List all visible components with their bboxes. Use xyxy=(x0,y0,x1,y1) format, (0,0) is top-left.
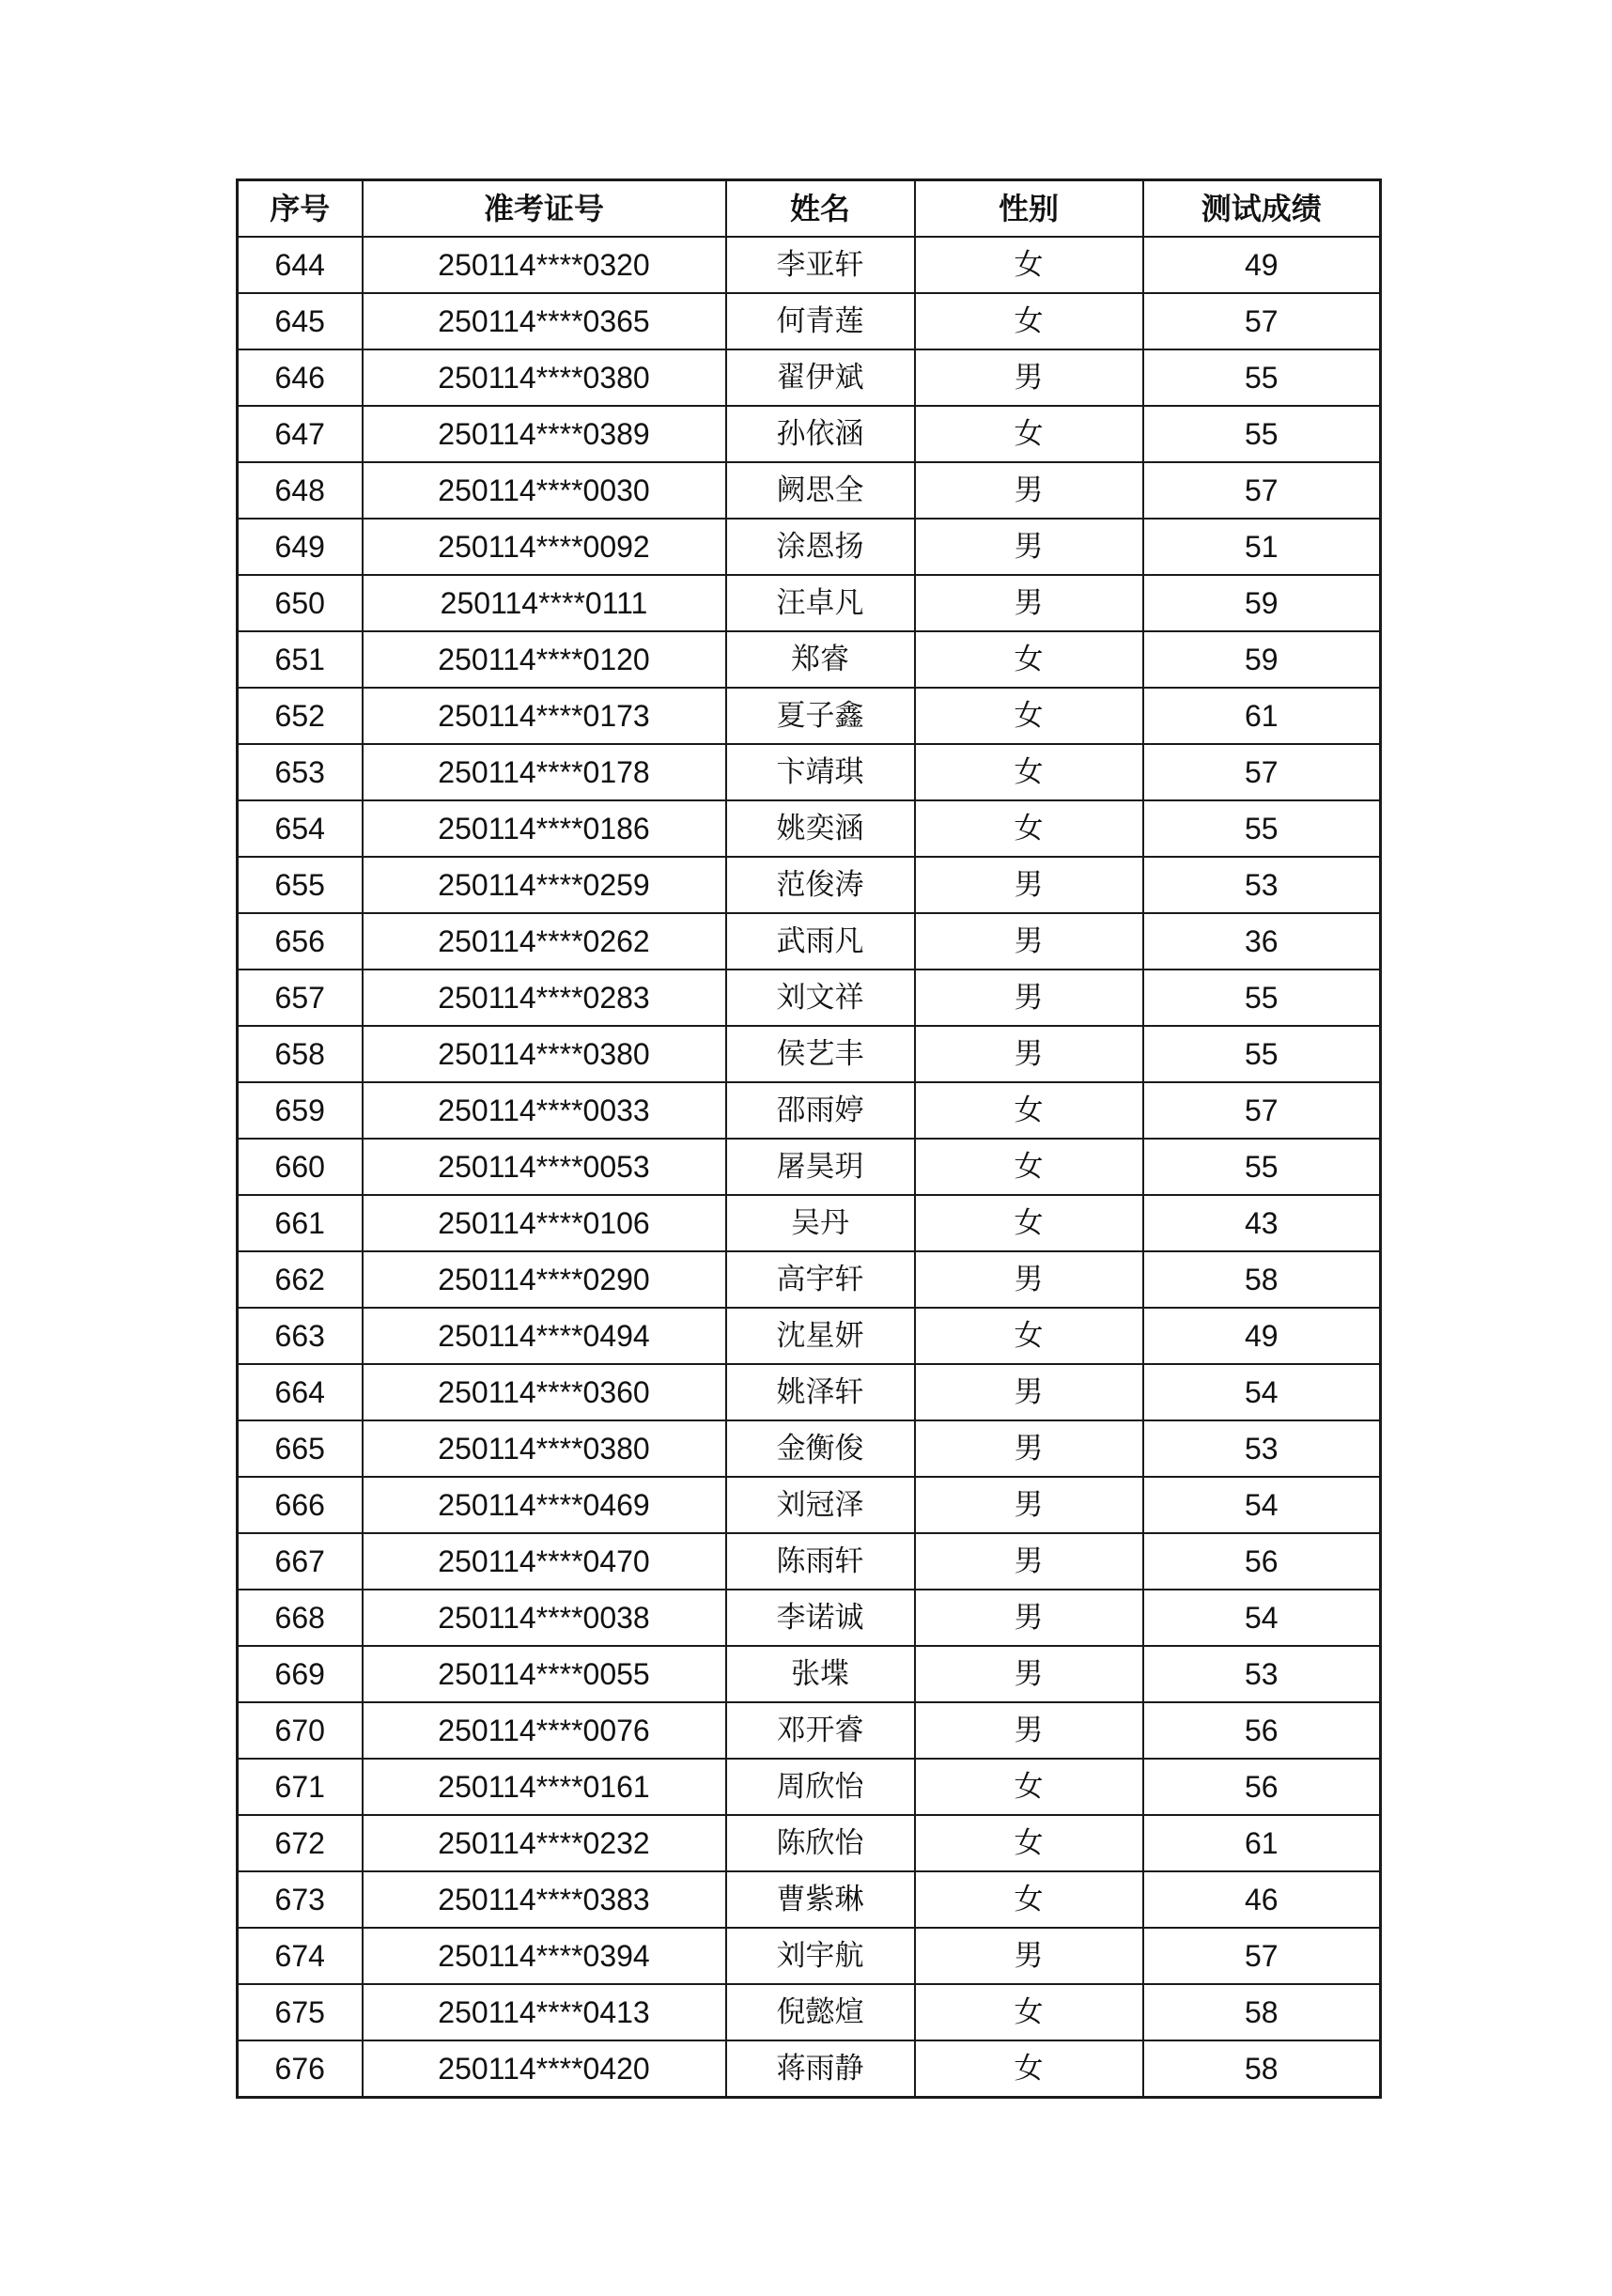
cell-score: 55 xyxy=(1143,800,1381,857)
cell-name: 刘文祥 xyxy=(726,970,915,1026)
cell-score: 54 xyxy=(1143,1364,1381,1420)
cell-ticket-number: 250114****0383 xyxy=(363,1871,726,1928)
cell-score: 55 xyxy=(1143,406,1381,462)
cell-gender: 男 xyxy=(915,857,1143,913)
cell-ticket-number: 250114****0320 xyxy=(363,237,726,293)
cell-name: 卞靖琪 xyxy=(726,744,915,800)
cell-serial-number: 674 xyxy=(238,1928,363,1984)
cell-ticket-number: 250114****0420 xyxy=(363,2040,726,2098)
cell-ticket-number: 250114****0173 xyxy=(363,688,726,744)
table-row xyxy=(238,744,1381,800)
cell-serial-number: 649 xyxy=(238,519,363,575)
cell-score: 58 xyxy=(1143,1251,1381,1308)
cell-gender: 男 xyxy=(915,1420,1143,1477)
table-row xyxy=(238,1308,1381,1364)
cell-ticket-number: 250114****0178 xyxy=(363,744,726,800)
table-row xyxy=(238,1928,1381,1984)
cell-name: 刘冠泽 xyxy=(726,1477,915,1533)
cell-ticket-number: 250114****0469 xyxy=(363,1477,726,1533)
cell-score: 53 xyxy=(1143,857,1381,913)
table-row xyxy=(238,519,1381,575)
cell-name: 孙依涵 xyxy=(726,406,915,462)
cell-serial-number: 675 xyxy=(238,1984,363,2040)
cell-score: 49 xyxy=(1143,237,1381,293)
cell-name: 金衡俊 xyxy=(726,1420,915,1477)
cell-score: 49 xyxy=(1143,1308,1381,1364)
cell-name: 侯艺丰 xyxy=(726,1026,915,1082)
cell-serial-number: 645 xyxy=(238,293,363,349)
cell-name: 武雨凡 xyxy=(726,913,915,970)
cell-name: 屠昊玥 xyxy=(726,1139,915,1195)
cell-score: 58 xyxy=(1143,2040,1381,2098)
table-row xyxy=(238,406,1381,462)
cell-score: 55 xyxy=(1143,349,1381,406)
cell-name: 夏子鑫 xyxy=(726,688,915,744)
cell-gender: 女 xyxy=(915,631,1143,688)
cell-score: 56 xyxy=(1143,1533,1381,1590)
table-row xyxy=(238,349,1381,406)
cell-serial-number: 651 xyxy=(238,631,363,688)
cell-score: 58 xyxy=(1143,1984,1381,2040)
cell-name: 张堞 xyxy=(726,1646,915,1702)
cell-gender: 女 xyxy=(915,800,1143,857)
table-row xyxy=(238,1420,1381,1477)
cell-name: 姚泽轩 xyxy=(726,1364,915,1420)
cell-ticket-number: 250114****0053 xyxy=(363,1139,726,1195)
header-name: 姓名 xyxy=(726,180,915,238)
cell-name: 陈雨轩 xyxy=(726,1533,915,1590)
cell-serial-number: 670 xyxy=(238,1702,363,1759)
table-row xyxy=(238,2040,1381,2098)
cell-ticket-number: 250114****0413 xyxy=(363,1984,726,2040)
cell-gender: 女 xyxy=(915,1984,1143,2040)
cell-serial-number: 666 xyxy=(238,1477,363,1533)
cell-gender: 男 xyxy=(915,1590,1143,1646)
cell-gender: 男 xyxy=(915,349,1143,406)
cell-serial-number: 672 xyxy=(238,1815,363,1871)
cell-gender: 女 xyxy=(915,1082,1143,1139)
table-row xyxy=(238,1364,1381,1420)
table-row xyxy=(238,1590,1381,1646)
cell-score: 57 xyxy=(1143,1928,1381,1984)
cell-serial-number: 654 xyxy=(238,800,363,857)
table-row xyxy=(238,1871,1381,1928)
cell-ticket-number: 250114****0076 xyxy=(363,1702,726,1759)
table-row xyxy=(238,1702,1381,1759)
cell-name: 高宇轩 xyxy=(726,1251,915,1308)
cell-ticket-number: 250114****0106 xyxy=(363,1195,726,1251)
cell-ticket-number: 250114****0055 xyxy=(363,1646,726,1702)
cell-serial-number: 657 xyxy=(238,970,363,1026)
cell-gender: 女 xyxy=(915,1139,1143,1195)
cell-score: 46 xyxy=(1143,1871,1381,1928)
cell-gender: 男 xyxy=(915,1928,1143,1984)
table-row xyxy=(238,800,1381,857)
cell-gender: 女 xyxy=(915,1815,1143,1871)
cell-ticket-number: 250114****0380 xyxy=(363,349,726,406)
cell-serial-number: 661 xyxy=(238,1195,363,1251)
cell-score: 53 xyxy=(1143,1420,1381,1477)
cell-name: 阙思全 xyxy=(726,462,915,519)
table-row xyxy=(238,857,1381,913)
cell-gender: 女 xyxy=(915,1871,1143,1928)
cell-gender: 女 xyxy=(915,406,1143,462)
cell-serial-number: 667 xyxy=(238,1533,363,1590)
cell-serial-number: 650 xyxy=(238,575,363,631)
cell-serial-number: 658 xyxy=(238,1026,363,1082)
cell-score: 55 xyxy=(1143,1139,1381,1195)
cell-name: 倪懿煊 xyxy=(726,1984,915,2040)
cell-name: 姚奕涵 xyxy=(726,800,915,857)
header-serial-number: 序号 xyxy=(238,180,363,238)
cell-serial-number: 647 xyxy=(238,406,363,462)
cell-name: 曹紫琳 xyxy=(726,1871,915,1928)
cell-ticket-number: 250114****0038 xyxy=(363,1590,726,1646)
cell-name: 李诺诚 xyxy=(726,1590,915,1646)
cell-gender: 女 xyxy=(915,1195,1143,1251)
cell-gender: 男 xyxy=(915,970,1143,1026)
cell-serial-number: 652 xyxy=(238,688,363,744)
header-score: 测试成绩 xyxy=(1143,180,1381,238)
cell-gender: 女 xyxy=(915,1759,1143,1815)
cell-score: 53 xyxy=(1143,1646,1381,1702)
table-row xyxy=(238,575,1381,631)
cell-gender: 男 xyxy=(915,519,1143,575)
cell-ticket-number: 250114****0365 xyxy=(363,293,726,349)
cell-gender: 女 xyxy=(915,293,1143,349)
score-table xyxy=(236,178,1382,2099)
cell-gender: 女 xyxy=(915,237,1143,293)
cell-serial-number: 644 xyxy=(238,237,363,293)
cell-score: 56 xyxy=(1143,1702,1381,1759)
cell-serial-number: 648 xyxy=(238,462,363,519)
table-row xyxy=(238,1984,1381,2040)
cell-ticket-number: 250114****0111 xyxy=(363,575,726,631)
cell-ticket-number: 250114****0394 xyxy=(363,1928,726,1984)
table-row xyxy=(238,688,1381,744)
cell-score: 43 xyxy=(1143,1195,1381,1251)
cell-ticket-number: 250114****0290 xyxy=(363,1251,726,1308)
cell-serial-number: 669 xyxy=(238,1646,363,1702)
cell-score: 36 xyxy=(1143,913,1381,970)
cell-score: 61 xyxy=(1143,1815,1381,1871)
cell-gender: 男 xyxy=(915,1646,1143,1702)
cell-name: 邵雨婷 xyxy=(726,1082,915,1139)
cell-serial-number: 646 xyxy=(238,349,363,406)
cell-serial-number: 673 xyxy=(238,1871,363,1928)
cell-ticket-number: 250114****0283 xyxy=(363,970,726,1026)
cell-serial-number: 664 xyxy=(238,1364,363,1420)
table-row xyxy=(238,1533,1381,1590)
cell-score: 61 xyxy=(1143,688,1381,744)
table-body xyxy=(238,237,1381,2098)
cell-ticket-number: 250114****0030 xyxy=(363,462,726,519)
cell-gender: 男 xyxy=(915,462,1143,519)
cell-ticket-number: 250114****0360 xyxy=(363,1364,726,1420)
cell-ticket-number: 250114****0186 xyxy=(363,800,726,857)
cell-ticket-number: 250114****0262 xyxy=(363,913,726,970)
cell-gender: 男 xyxy=(915,1026,1143,1082)
cell-score: 57 xyxy=(1143,462,1381,519)
cell-name: 涂恩扬 xyxy=(726,519,915,575)
table-row xyxy=(238,293,1381,349)
table-row xyxy=(238,631,1381,688)
cell-score: 51 xyxy=(1143,519,1381,575)
cell-score: 59 xyxy=(1143,575,1381,631)
cell-name: 邓开睿 xyxy=(726,1702,915,1759)
table-row xyxy=(238,1139,1381,1195)
cell-gender: 男 xyxy=(915,575,1143,631)
cell-gender: 男 xyxy=(915,913,1143,970)
table-row xyxy=(238,237,1381,293)
cell-ticket-number: 250114****0033 xyxy=(363,1082,726,1139)
header-gender: 性别 xyxy=(915,180,1143,238)
cell-score: 55 xyxy=(1143,1026,1381,1082)
table-row xyxy=(238,1195,1381,1251)
cell-name: 沈星妍 xyxy=(726,1308,915,1364)
cell-gender: 男 xyxy=(915,1364,1143,1420)
table-row xyxy=(238,1477,1381,1533)
cell-name: 翟伊斌 xyxy=(726,349,915,406)
cell-ticket-number: 250114****0494 xyxy=(363,1308,726,1364)
cell-serial-number: 662 xyxy=(238,1251,363,1308)
cell-serial-number: 665 xyxy=(238,1420,363,1477)
cell-serial-number: 656 xyxy=(238,913,363,970)
cell-serial-number: 671 xyxy=(238,1759,363,1815)
table-row xyxy=(238,1082,1381,1139)
cell-name: 陈欣怡 xyxy=(726,1815,915,1871)
cell-score: 57 xyxy=(1143,1082,1381,1139)
cell-serial-number: 659 xyxy=(238,1082,363,1139)
cell-serial-number: 668 xyxy=(238,1590,363,1646)
table-row xyxy=(238,970,1381,1026)
cell-score: 56 xyxy=(1143,1759,1381,1815)
cell-name: 吴丹 xyxy=(726,1195,915,1251)
cell-name: 刘宇航 xyxy=(726,1928,915,1984)
cell-ticket-number: 250114****0092 xyxy=(363,519,726,575)
cell-gender: 男 xyxy=(915,1533,1143,1590)
cell-ticket-number: 250114****0380 xyxy=(363,1420,726,1477)
table-header-row xyxy=(238,180,1381,238)
cell-serial-number: 663 xyxy=(238,1308,363,1364)
cell-ticket-number: 250114****0470 xyxy=(363,1533,726,1590)
cell-name: 周欣怡 xyxy=(726,1759,915,1815)
cell-gender: 女 xyxy=(915,1308,1143,1364)
cell-name: 范俊涛 xyxy=(726,857,915,913)
table-row xyxy=(238,1646,1381,1702)
table-row xyxy=(238,913,1381,970)
cell-ticket-number: 250114****0161 xyxy=(363,1759,726,1815)
cell-gender: 女 xyxy=(915,688,1143,744)
cell-serial-number: 653 xyxy=(238,744,363,800)
cell-gender: 男 xyxy=(915,1702,1143,1759)
cell-gender: 女 xyxy=(915,744,1143,800)
cell-gender: 男 xyxy=(915,1477,1143,1533)
cell-name: 汪卓凡 xyxy=(726,575,915,631)
cell-serial-number: 660 xyxy=(238,1139,363,1195)
cell-gender: 女 xyxy=(915,2040,1143,2098)
cell-score: 55 xyxy=(1143,970,1381,1026)
cell-name: 何青莲 xyxy=(726,293,915,349)
cell-ticket-number: 250114****0389 xyxy=(363,406,726,462)
cell-ticket-number: 250114****0259 xyxy=(363,857,726,913)
cell-serial-number: 655 xyxy=(238,857,363,913)
cell-name: 李亚轩 xyxy=(726,237,915,293)
cell-ticket-number: 250114****0380 xyxy=(363,1026,726,1082)
table-row xyxy=(238,1759,1381,1815)
table-row xyxy=(238,462,1381,519)
cell-score: 54 xyxy=(1143,1590,1381,1646)
table-row xyxy=(238,1026,1381,1082)
table-row xyxy=(238,1251,1381,1308)
header-ticket-number: 准考证号 xyxy=(363,180,726,238)
cell-serial-number: 676 xyxy=(238,2040,363,2098)
cell-score: 59 xyxy=(1143,631,1381,688)
cell-score: 57 xyxy=(1143,293,1381,349)
table-row xyxy=(238,1815,1381,1871)
cell-score: 57 xyxy=(1143,744,1381,800)
cell-name: 郑睿 xyxy=(726,631,915,688)
cell-ticket-number: 250114****0120 xyxy=(363,631,726,688)
cell-ticket-number: 250114****0232 xyxy=(363,1815,726,1871)
cell-gender: 男 xyxy=(915,1251,1143,1308)
cell-score: 54 xyxy=(1143,1477,1381,1533)
cell-name: 蒋雨静 xyxy=(726,2040,915,2098)
